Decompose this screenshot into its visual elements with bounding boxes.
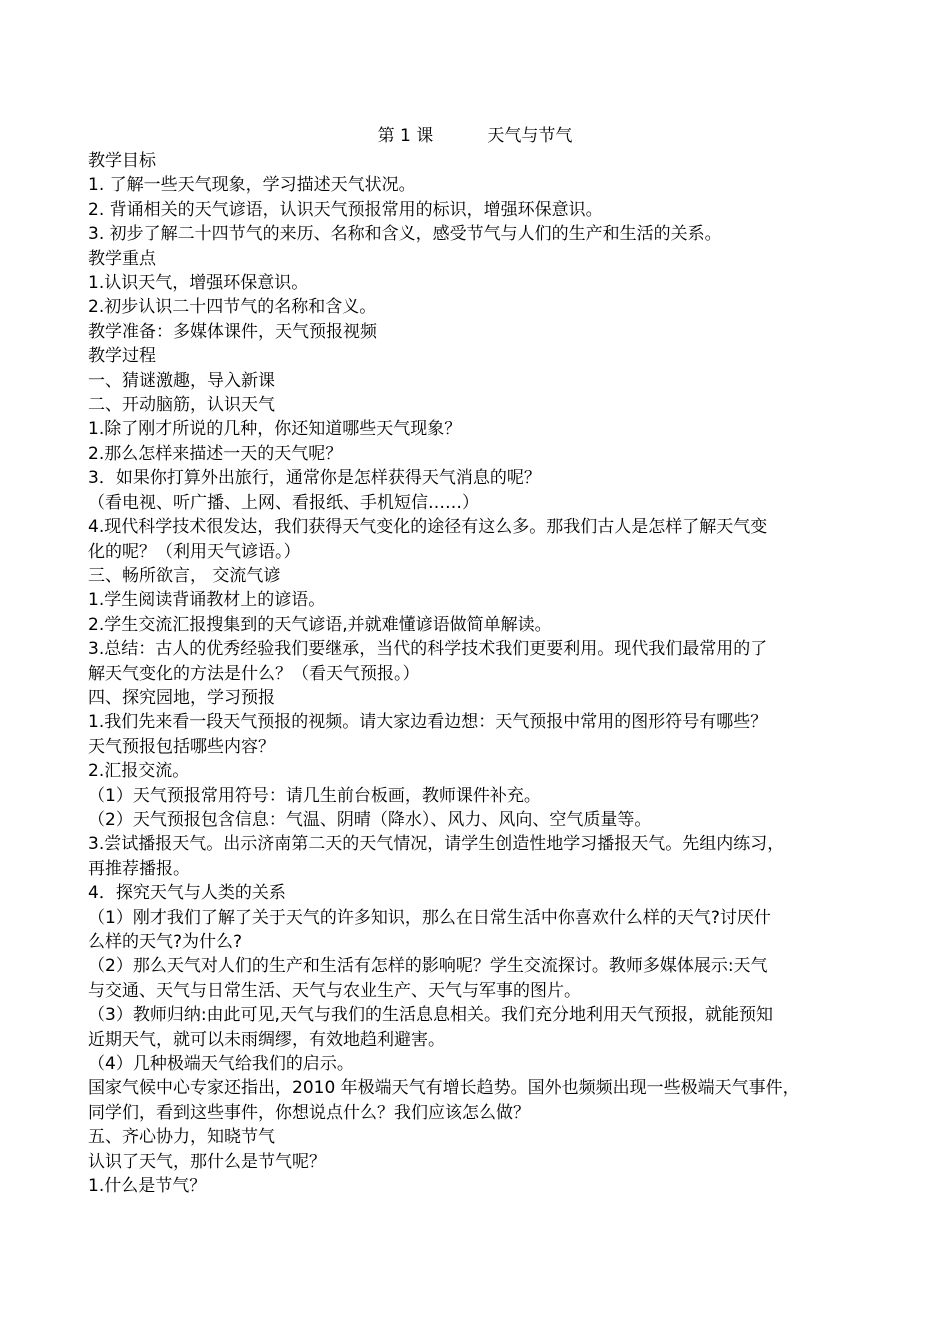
text-line: 一、猜谜激趣，导入新课 — [88, 370, 275, 391]
text-line: 1.什么是节气？ — [88, 1176, 207, 1197]
lesson-body — [88, 149, 878, 1198]
text-line: 五、齐心协力，知晓节气 — [88, 1127, 275, 1148]
text-line: 三、畅所欲言， 交流气谚 — [88, 565, 281, 586]
text-line: 四、探究园地，学习预报 — [88, 687, 275, 708]
text-line: 1.学生阅读背诵教材上的谚语。 — [88, 590, 326, 611]
text-line: 化的呢？（利用天气谚语。） — [88, 541, 301, 562]
text-line: 2.初步认识二十四节气的名称和含义。 — [88, 297, 377, 318]
text-line: （1）刚才我们了解了关于天气的许多知识，那么在日常生活中你喜欢什么样的天气?讨厌什 — [88, 907, 771, 928]
text-line: 1.我们先来看一段天气预报的视频。请大家边看边想：天气预报中常用的图形符号有哪些？ — [88, 712, 768, 733]
text-line: 教学目标 — [88, 151, 156, 171]
text-line: 么样的天气?为什么? — [88, 932, 243, 952]
text-line: 3.尝试播报天气。出示济南第二天的天气情况，请学生创造性地学习播报天气。先组内练习， — [88, 834, 785, 855]
text-line: 1.认识天气，增强环保意识。 — [88, 273, 309, 294]
text-line: 3．如果你打算外出旅行，通常你是怎样获得天气消息的呢？ — [88, 468, 541, 489]
text-line: 2.那么怎样来描述一天的天气呢？ — [88, 443, 343, 464]
text-line: 再推荐播报。 — [88, 858, 190, 879]
text-line: 2.学生交流汇报搜集到的天气谚语,并就难懂谚语做简单解读。 — [88, 614, 552, 635]
text-line: 与交通、天气与日常生活、天气与农业生产、天气与军事的图片。 — [88, 980, 581, 1001]
text-line: 二、开动脑筋，认识天气 — [88, 395, 275, 416]
text-line: 解天气变化的方法是什么？（看天气预报。） — [88, 663, 420, 684]
text-line: 近期天气，就可以未雨绸缪，有效地趋利避害。 — [88, 1029, 445, 1050]
text-line: 4.现代科学技术很发达，我们获得天气变化的途径有这么多。那我们古人是怎样了解天气变 — [88, 517, 768, 538]
text-line: （看电视、听广播、上网、看报纸、手机短信……） — [88, 492, 479, 513]
text-line: 2. 背诵相关的天气谚语，认识天气预报常用的标识，增强环保意识。 — [88, 199, 603, 220]
text-line: 天气预报包括哪些内容？ — [88, 736, 275, 757]
text-line: （1）天气预报常用符号：请几生前台板画，教师课件补充。 — [88, 785, 541, 806]
text-line: 教学重点 — [88, 248, 156, 269]
text-line: （2）那么天气对人们的生产和生活有怎样的影响呢？学生交流探讨。教师多媒体展示:天气 — [88, 956, 768, 977]
text-line: 认识了天气，那什么是节气呢？ — [88, 1151, 326, 1172]
text-line: （3）教师归纳:由此可见,天气与我们的生活息息相关。我们充分地利用天气预报，就能预知 — [88, 1005, 773, 1026]
text-line: 教学准备：多媒体课件，天气预报视频 — [88, 321, 377, 342]
text-line: 教学过程 — [88, 346, 156, 367]
lesson-title: 第 1 课 天气与节气 — [377, 126, 573, 146]
text-line: 1.除了刚才所说的几种，你还知道哪些天气现象？ — [88, 419, 462, 440]
text-line: 1. 了解一些天气现象，学习描述天气状况。 — [88, 175, 416, 196]
text-line: 2.汇报交流。 — [88, 761, 190, 782]
text-line: 国家气候中心专家还指出，2010 年极端天气有增长趋势。国外也频频出现一些极端天气事件， — [88, 1078, 800, 1099]
text-line: （2）天气预报包含信息：气温、阴晴（降水）、风力、风向、空气质量等。 — [88, 809, 652, 830]
text-line: （4）几种极端天气给我们的启示。 — [88, 1054, 354, 1075]
text-line: 4．探究天气与人类的关系 — [88, 883, 286, 904]
text-line: 3.总结：古人的优秀经验我们要继承，当代的科学技术我们更要利用。现代我们最常用的了 — [88, 639, 768, 660]
text-line: 3. 初步了解二十四节气的来历、名称和含义，感受节气与人们的生产和生活的关系。 — [88, 224, 722, 245]
text-line: 同学们，看到这些事件，你想说点什么？我们应该怎么做？ — [88, 1102, 530, 1123]
